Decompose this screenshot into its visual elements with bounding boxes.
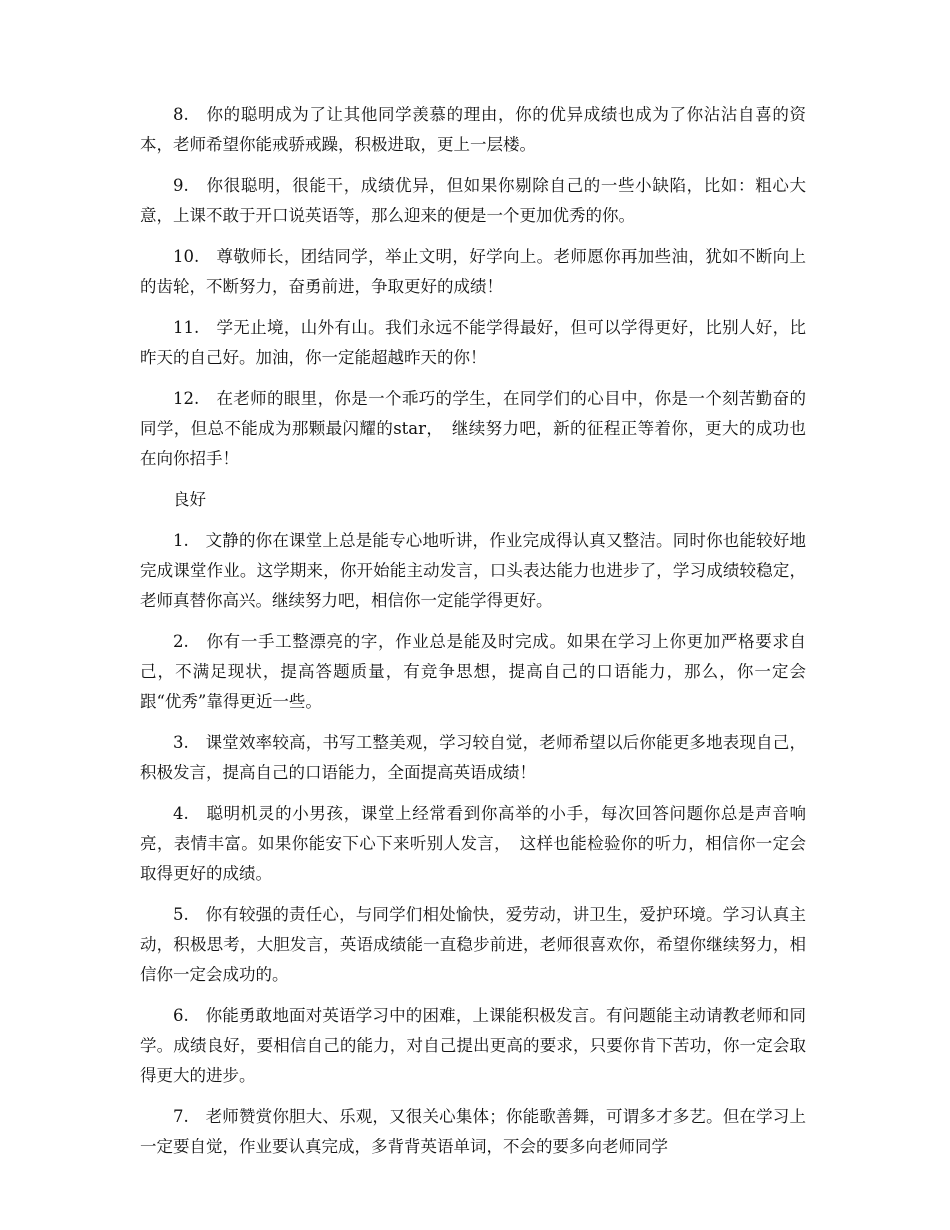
comment-paragraph: 8. 你的聪明成为了让其他同学羡慕的理由，你的优异成绩也成为了你沾沾自喜的资本，老师希望你能戒骄戒躁，积极进取，更上一层楼。 bbox=[140, 105, 806, 154]
comment-paragraph: 7. 老师赞赏你胆大、乐观，又很关心集体；你能歌善舞，可谓多才多艺。但在学习上一定要自觉，作业要认真完成，多背背英语单词，不会的要多向老师同学 bbox=[140, 1107, 806, 1156]
comment-paragraph: 9. 你很聪明，很能干，成绩优异，但如果你剔除自己的一些小缺陷，比如：粗心大意，上课不敢于开口说英语等，那么迎来的便是一个更加优秀的你。 bbox=[140, 176, 806, 225]
comment-paragraph: 12. 在老师的眼里，你是一个乖巧的学生，在同学们的心目中，你是一个刻苦勤奋的同学，但总不能成为那颗最闪耀的star， 继续努力吧，新的征程正等着你，更大的成功也在向你招手！ bbox=[140, 389, 806, 468]
comment-paragraph: 1. 文静的你在课堂上总是能专心地听讲，作业完成得认真又整洁。同时你也能较好地完成课堂作业。这学期来，你开始能主动发言，口头表达能力也进步了，学习成绩较稳定，老师真替你高兴。继续努力吧，相信你一定能学得更好。 bbox=[140, 531, 806, 610]
comment-paragraph: 5. 你有较强的责任心，与同学们相处愉快，爱劳动，讲卫生，爱护环境。学习认真主动，积极思考，大胆发言，英语成绩能一直稳步前进，老师很喜欢你，希望你继续努力，相信你一定会成功的。 bbox=[140, 905, 806, 984]
comment-paragraph: 10. 尊敬师长，团结同学，举止文明，好学向上。老师愿你再加些油，犹如不断向上的齿轮，不断努力，奋勇前进，争取更好的成绩！ bbox=[140, 247, 806, 296]
comment-paragraph: 2. 你有一手工整漂亮的字，作业总是能及时完成。如果在学习上你更加严格要求自己，不满足现状，提高答题质量，有竞争思想，提高自己的口语能力，那么，你一定会跟“优秀”靠得更近一些。 bbox=[140, 632, 806, 711]
comment-paragraph: 3. 课堂效率较高，书写工整美观，学习较自觉，老师希望以后你能更多地表现自己，积极发言，提高自己的口语能力，全面提高英语成绩！ bbox=[140, 733, 806, 782]
document-page bbox=[140, 100, 806, 1173]
comment-paragraph: 6. 你能勇敢地面对英语学习中的困难，上课能积极发言。有问题能主动请教老师和同学。成绩良好，要相信自己的能力，对自己提出更高的要求，只要你肯下苦功，你一定会取得更大的进步。 bbox=[140, 1006, 806, 1085]
comment-paragraph: 11. 学无止境，山外有山。我们永远不能学得最好，但可以学得更好，比别人好，比昨天的自己好。加油，你一定能超越昨天的你！ bbox=[140, 318, 806, 367]
section-heading: 良好 bbox=[173, 490, 206, 509]
comment-paragraph: 4. 聪明机灵的小男孩，课堂上经常看到你高举的小手，每次回答问题你总是声音响亮，表情丰富。如果你能安下心下来听别人发言， 这样也能检验你的听力，相信你一定会取得更好的成绩。 bbox=[140, 804, 806, 883]
